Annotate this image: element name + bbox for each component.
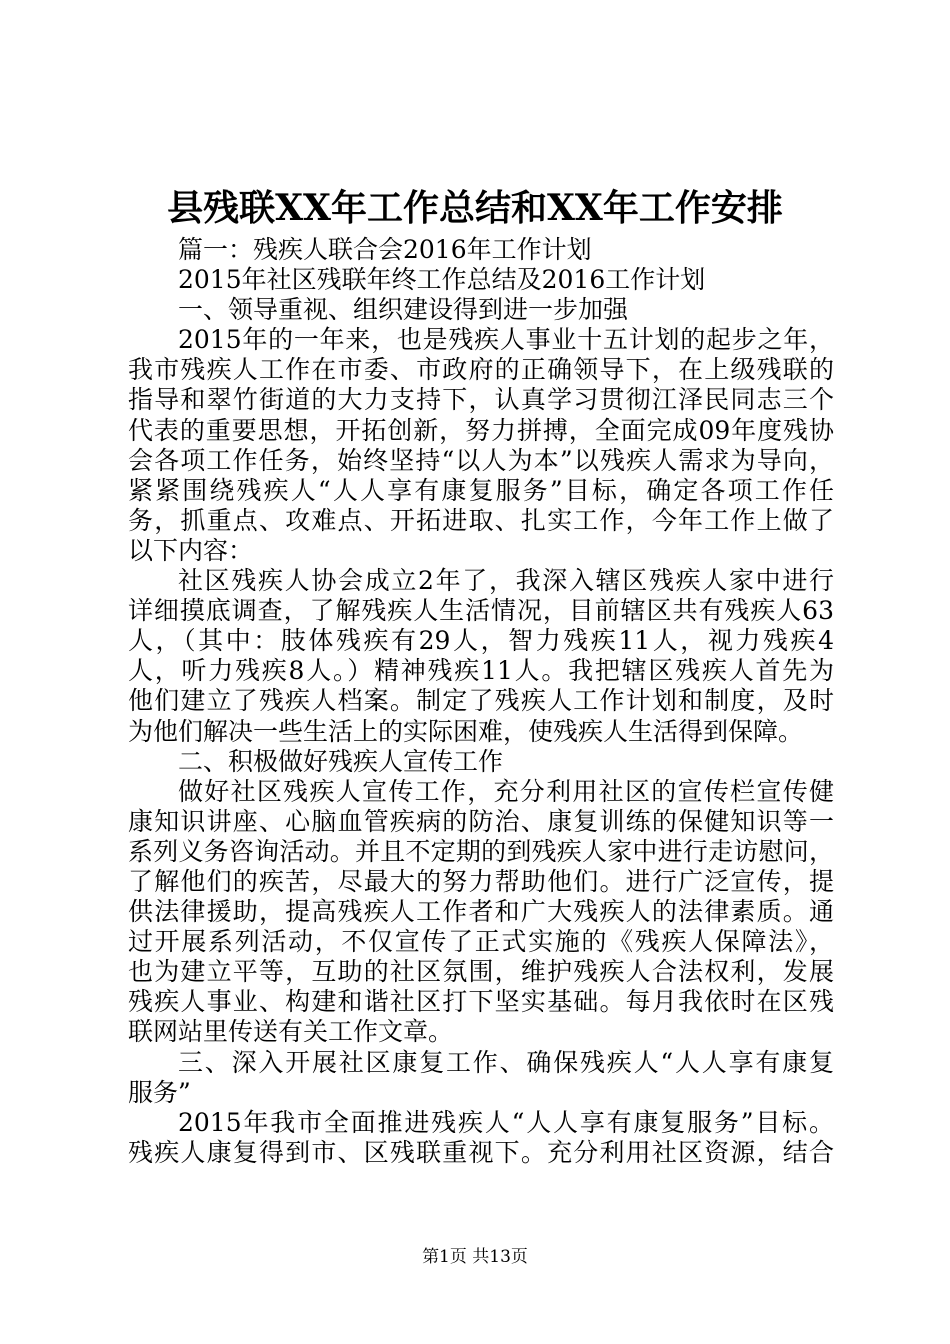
text-line: 2015年我市全面推进残疾人“人人享有康复服务”目标。 bbox=[178, 1107, 834, 1137]
text-line: 系列义务咨询活动。并且不定期的到残疾人家中进行走访慰问， bbox=[128, 836, 834, 866]
text-line: 代表的重要思想，开拓创新，努力拼搏，全面完成09年度残协 bbox=[128, 415, 834, 445]
text-line: 指导和翠竹街道的大力支持下，认真学习贯彻江泽民同志三个 bbox=[128, 385, 834, 415]
text-line: 供法律援助，提高残疾人工作者和广大残疾人的法律素质。通 bbox=[128, 897, 834, 927]
text-line: 以下内容： bbox=[128, 535, 254, 565]
text-line: 过开展系列活动，不仅宣传了正式实施的《残疾人保障法》， bbox=[128, 927, 834, 957]
text-line: 2015年的一年来，也是残疾人事业十五计划的起步之年， bbox=[178, 325, 834, 355]
text-line: 二、积极做好残疾人宣传工作 bbox=[178, 746, 504, 776]
text-line: 了解他们的疾苦，尽最大的努力帮助他们。进行广泛宣传，提 bbox=[128, 866, 834, 896]
document-body bbox=[128, 235, 834, 1168]
text-line: 社区残疾人协会成立2年了，我深入辖区残疾人家中进行 bbox=[178, 566, 834, 596]
text-line: 务，抓重点、攻难点、开拓进取、扎实工作，今年工作上做了 bbox=[128, 505, 834, 535]
text-line: 会各项工作任务，始终坚持“以人为本”以残疾人需求为导向， bbox=[128, 445, 834, 475]
text-line: 为他们解决一些生活上的实际困难，使残疾人生活得到保障。 bbox=[128, 716, 804, 746]
document-title: 县残联XX年工作总结和XX年工作安排 bbox=[167, 187, 783, 229]
text-line: 人，听力残疾8人。）精神残疾11人。我把辖区残疾人首先为 bbox=[128, 656, 834, 686]
text-line: 康知识讲座、心脑血管疾病的防治、康复训练的保健知识等一 bbox=[128, 806, 834, 836]
text-line: 人，（其中：肢体残疾有29人，智力残疾11人，视力残疾4 bbox=[128, 626, 834, 656]
text-line: 服务” bbox=[128, 1077, 191, 1107]
page-footer: 第1页 共13页 bbox=[422, 1247, 528, 1267]
text-line: 残疾人事业、构建和谐社区打下坚实基础。每月我依时在区残 bbox=[128, 987, 834, 1017]
text-line: 也为建立平等，互助的社区氛围，维护残疾人合法权利，发展 bbox=[128, 957, 834, 987]
text-line: 联网站里传送有关工作文章。 bbox=[128, 1017, 454, 1047]
text-line: 我市残疾人工作在市委、市政府的正确领导下，在上级残联的 bbox=[128, 355, 834, 385]
text-line: 做好社区残疾人宣传工作，充分利用社区的宣传栏宣传健 bbox=[178, 776, 834, 806]
text-line: 一、领导重视、组织建设得到进一步加强 bbox=[178, 295, 629, 325]
text-line: 篇一：残疾人联合会2016年工作计划 bbox=[178, 235, 592, 264]
text-line: 紧紧围绕残疾人“人人享有康复服务”目标，确定各项工作任 bbox=[128, 475, 834, 505]
text-line: 三、深入开展社区康复工作、确保残疾人“人人享有康复 bbox=[178, 1047, 834, 1077]
text-line: 残疾人康复得到市、区残联重视下。充分利用社区资源，结合 bbox=[128, 1137, 834, 1167]
text-line: 他们建立了残疾人档案。制定了残疾人工作计划和制度，及时 bbox=[128, 686, 834, 716]
text-line: 详细摸底调查，了解残疾人生活情况，目前辖区共有残疾人63 bbox=[128, 596, 834, 626]
text-line: 2015年社区残联年终工作总结及2016工作计划 bbox=[178, 265, 706, 295]
